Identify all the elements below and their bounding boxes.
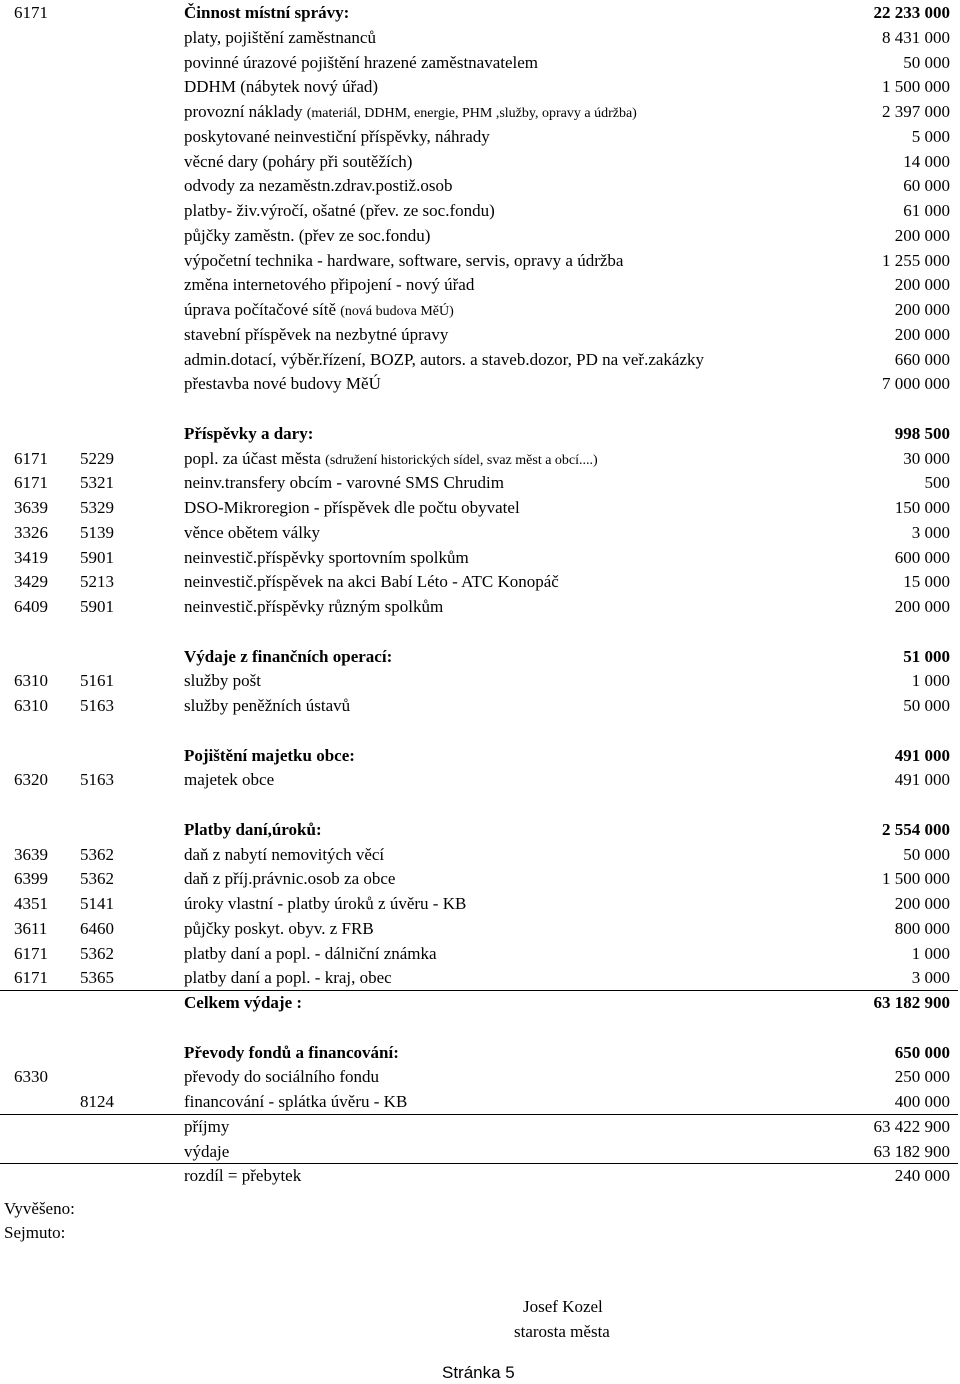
item-amount: 30 000 bbox=[903, 448, 950, 468]
item-amount: 14 000 bbox=[903, 151, 950, 171]
item-description bbox=[184, 447, 598, 474]
item-description bbox=[184, 372, 381, 397]
item-amount: 3 000 bbox=[911, 522, 950, 542]
item-description bbox=[184, 917, 374, 942]
item-description bbox=[184, 1115, 229, 1140]
table-row bbox=[0, 75, 960, 100]
polozka-code: 5161 bbox=[80, 671, 114, 691]
table-row bbox=[0, 843, 960, 868]
item-amount: 1 000 bbox=[911, 671, 950, 691]
polozka-code: 5329 bbox=[80, 498, 114, 517]
polozka-code: 6460 bbox=[80, 918, 114, 938]
description-text: neinv.transfery obcím - varovné SMS Chrudim bbox=[184, 473, 504, 493]
section-header-row bbox=[0, 645, 960, 670]
table-row bbox=[0, 298, 960, 323]
item-amount: 5 000 bbox=[911, 126, 950, 146]
table-row bbox=[0, 867, 960, 892]
table-row bbox=[0, 570, 960, 595]
table-row bbox=[0, 100, 960, 125]
item-amount: 50 000 bbox=[903, 844, 950, 864]
table-row bbox=[0, 1140, 960, 1165]
item-amount: 491 000 bbox=[894, 770, 950, 790]
item-description bbox=[184, 942, 437, 967]
item-description bbox=[184, 1164, 301, 1189]
item-amount: 8 431 000 bbox=[882, 27, 950, 47]
polozka-code: 5229 bbox=[80, 448, 114, 468]
description-text: Celkem výdaje : bbox=[184, 993, 303, 1012]
description-text: přestavba nové budovy MěÚ bbox=[184, 374, 381, 394]
paragraf-code: 6310 bbox=[14, 671, 48, 691]
item-amount: 240 000 bbox=[894, 1166, 950, 1186]
item-description bbox=[184, 199, 495, 224]
polozka-code: 5163 bbox=[80, 770, 114, 790]
item-amount: 200 000 bbox=[894, 300, 950, 319]
description-text: odvody za nezaměstn.zdrav.postiž.osob bbox=[184, 176, 453, 196]
description-text: půjčky poskyt. obyv. z FRB bbox=[184, 918, 374, 938]
paragraf-code: 6310 bbox=[14, 696, 48, 715]
description-text: úroky vlastní - platby úroků z úvěru - KB bbox=[184, 894, 467, 913]
signer-name: Josef Kozel bbox=[523, 1297, 603, 1316]
paragraf-code: 6399 bbox=[14, 869, 48, 889]
description-text: Činnost místní správy: bbox=[184, 3, 350, 22]
item-description bbox=[184, 323, 448, 348]
item-description bbox=[184, 249, 623, 274]
item-description bbox=[184, 471, 504, 496]
item-amount: 800 000 bbox=[894, 918, 950, 938]
item-description bbox=[184, 422, 313, 447]
item-description bbox=[184, 174, 452, 199]
item-amount: 15 000 bbox=[903, 572, 950, 592]
description-text: věnce obětem války bbox=[184, 522, 320, 542]
paragraf-code: 6330 bbox=[14, 1067, 48, 1087]
section-header-row bbox=[0, 422, 960, 447]
table-row bbox=[0, 348, 960, 373]
removed-label: Sejmuto: bbox=[4, 1223, 66, 1242]
item-description bbox=[184, 150, 412, 175]
item-amount: 491 000 bbox=[894, 745, 950, 765]
section-header-row bbox=[0, 1, 960, 26]
paragraf-code: 6171 bbox=[14, 448, 48, 468]
description-text: povinné úrazové pojištění hrazené zaměstnavatelem bbox=[184, 52, 539, 72]
item-description bbox=[184, 1041, 399, 1066]
description-text: Platby daní,úroků: bbox=[184, 819, 322, 839]
paragraf-code: 3639 bbox=[14, 498, 48, 517]
posted-label: Vyvěšeno: bbox=[4, 1199, 75, 1218]
description-text: financování - splátka úvěru - KB bbox=[184, 1092, 408, 1111]
item-amount: 200 000 bbox=[894, 225, 950, 245]
description-text: provozní náklady bbox=[184, 102, 307, 121]
table-row bbox=[0, 1115, 960, 1140]
spacer-row bbox=[0, 620, 960, 645]
spacer-row bbox=[0, 397, 960, 422]
table-row bbox=[0, 942, 960, 967]
description-text: služby peněžních ústavů bbox=[184, 696, 351, 715]
paragraf-code: 6171 bbox=[14, 968, 48, 988]
table-row bbox=[0, 1065, 960, 1090]
item-description bbox=[184, 521, 320, 546]
description-text: Příspěvky a dary: bbox=[184, 423, 314, 443]
item-description bbox=[184, 224, 430, 249]
description-text: platby daní a popl. - kraj, obec bbox=[184, 968, 392, 988]
table-row bbox=[0, 546, 960, 571]
description-text: stavební příspěvek na nezbytné úpravy bbox=[184, 324, 449, 344]
table-row bbox=[0, 669, 960, 694]
item-description bbox=[184, 1140, 229, 1165]
description-text: platy, pojištění zaměstnanců bbox=[184, 27, 376, 47]
paragraf-code: 6320 bbox=[14, 770, 48, 790]
item-amount: 2 554 000 bbox=[882, 819, 950, 839]
table-row bbox=[0, 966, 960, 991]
item-amount: 660 000 bbox=[894, 349, 950, 369]
description-text: neinvestič.příspěvek na akci Babí Léto - ATC Konopáč bbox=[184, 572, 559, 592]
item-amount: 63 182 900 bbox=[873, 993, 950, 1012]
page-number: Stránka 5 bbox=[442, 1363, 515, 1382]
item-amount: 650 000 bbox=[894, 1042, 950, 1062]
table-row bbox=[0, 26, 960, 51]
description-text: daň z příj.právnic.osob za obce bbox=[184, 869, 396, 889]
item-amount: 1 000 bbox=[911, 943, 950, 963]
item-description bbox=[184, 744, 355, 769]
table-row bbox=[0, 892, 960, 917]
item-description bbox=[184, 273, 474, 298]
polozka-code: 5901 bbox=[80, 547, 114, 567]
item-description bbox=[184, 1090, 407, 1115]
description-text: změna internetového připojení - nový úřad bbox=[184, 275, 475, 295]
polozka-code: 5362 bbox=[80, 844, 114, 864]
signer-title: starosta města bbox=[514, 1322, 610, 1341]
description-text: platby- živ.výročí, ošatné (přev. ze soc.fondu) bbox=[184, 201, 495, 220]
item-description bbox=[184, 818, 322, 843]
table-row bbox=[0, 447, 960, 472]
polozka-code: 5141 bbox=[80, 894, 114, 913]
table-row bbox=[0, 496, 960, 521]
table-row bbox=[0, 768, 960, 793]
item-description bbox=[184, 496, 520, 521]
paragraf-code: 6171 bbox=[14, 943, 48, 963]
item-description bbox=[184, 1, 349, 26]
item-description bbox=[184, 595, 443, 620]
item-description bbox=[184, 694, 350, 719]
table-row bbox=[0, 1090, 960, 1115]
polozka-code: 5365 bbox=[80, 968, 114, 988]
paragraf-code: 3419 bbox=[14, 547, 48, 567]
polozka-code: 5213 bbox=[80, 572, 114, 592]
description-text: Výdaje z finančních operací: bbox=[184, 646, 393, 666]
item-description bbox=[184, 892, 466, 917]
paragraf-code: 6409 bbox=[14, 597, 48, 616]
description-text: převody do sociálního fondu bbox=[184, 1067, 379, 1087]
item-amount: 200 000 bbox=[894, 597, 950, 616]
item-description bbox=[184, 348, 704, 373]
item-description bbox=[184, 298, 454, 325]
item-description bbox=[184, 669, 261, 694]
item-amount: 50 000 bbox=[903, 52, 950, 72]
item-amount: 3 000 bbox=[911, 968, 950, 988]
item-amount: 600 000 bbox=[894, 547, 950, 567]
description-text: DSO-Mikroregion - příspěvek dle počtu obyvatel bbox=[184, 498, 520, 517]
description-text: půjčky zaměstn. (přev ze soc.fondu) bbox=[184, 225, 431, 245]
table-row bbox=[0, 694, 960, 719]
item-description bbox=[184, 867, 395, 892]
description-text: výpočetní technika - hardware, software, servis, opravy a údržba bbox=[184, 250, 624, 270]
item-amount: 1 500 000 bbox=[882, 77, 950, 97]
item-description bbox=[184, 26, 376, 51]
item-description bbox=[184, 125, 490, 150]
item-amount: 63 182 900 bbox=[873, 1141, 950, 1161]
table-row bbox=[0, 471, 960, 496]
paragraf-code: 6171 bbox=[14, 473, 48, 493]
description-text: Převody fondů a financování: bbox=[184, 1042, 399, 1062]
table-row bbox=[0, 199, 960, 224]
item-amount: 7 000 000 bbox=[882, 374, 950, 394]
item-description bbox=[184, 645, 392, 670]
item-amount: 63 422 900 bbox=[873, 1116, 950, 1136]
description-text: platby daní a popl. - dálniční známka bbox=[184, 943, 437, 963]
item-amount: 400 000 bbox=[894, 1092, 950, 1111]
table-row bbox=[0, 51, 960, 76]
polozka-code: 5362 bbox=[80, 869, 114, 889]
description-text: DDHM (nábytek nový úřad) bbox=[184, 77, 379, 97]
polozka-code: 8124 bbox=[80, 1092, 114, 1111]
item-description bbox=[184, 991, 302, 1016]
spacer-row bbox=[0, 719, 960, 744]
paragraf-code: 3429 bbox=[14, 572, 48, 592]
description-text: daň z nabytí nemovitých věcí bbox=[184, 844, 385, 864]
description-text: rozdíl = přebytek bbox=[184, 1166, 302, 1186]
table-row bbox=[0, 323, 960, 348]
table-row bbox=[0, 521, 960, 546]
spacer-row bbox=[0, 1016, 960, 1041]
polozka-code: 5362 bbox=[80, 943, 114, 963]
paragraf-code: 3611 bbox=[14, 918, 48, 938]
item-amount: 50 000 bbox=[903, 696, 950, 715]
item-description bbox=[184, 75, 378, 100]
paragraf-code: 4351 bbox=[14, 894, 48, 913]
item-description bbox=[184, 966, 392, 991]
item-description bbox=[184, 51, 538, 76]
item-description bbox=[184, 546, 469, 571]
item-amount: 1 255 000 bbox=[882, 250, 950, 270]
item-description bbox=[184, 1065, 379, 1090]
description-text: (materiál, DDHM, energie, PHM ,služby, opravy a údržba) bbox=[306, 106, 637, 121]
description-text: služby pošt bbox=[184, 671, 261, 691]
polozka-code: 5163 bbox=[80, 696, 114, 715]
paragraf-code: 6171 bbox=[14, 3, 48, 22]
item-amount: 2 397 000 bbox=[882, 102, 950, 121]
item-amount: 22 233 000 bbox=[873, 3, 950, 22]
description-text: neinvestič.příspěvky sportovním spolkům bbox=[184, 547, 469, 567]
item-amount: 500 bbox=[924, 473, 950, 493]
description-text: věcné dary (poháry při soutěžích) bbox=[184, 151, 413, 171]
item-amount: 200 000 bbox=[894, 275, 950, 295]
description-text: úprava počítačové sítě bbox=[184, 300, 341, 319]
item-description bbox=[184, 843, 384, 868]
description-text: majetek obce bbox=[184, 770, 275, 790]
spacer-row bbox=[0, 793, 960, 818]
table-row bbox=[0, 249, 960, 274]
table-row bbox=[0, 224, 960, 249]
description-text: admin.dotací, výběr.řízení, BOZP, autors. a staveb.dozor, PD na veř.zakázky bbox=[184, 349, 705, 369]
table-row bbox=[0, 1164, 960, 1189]
description-text: (sdružení historických sídel, svaz měst a obcí....) bbox=[325, 452, 598, 468]
description-text: příjmy bbox=[184, 1116, 230, 1136]
section-header-row bbox=[0, 744, 960, 769]
description-text: (nová budova MěÚ) bbox=[340, 304, 454, 319]
polozka-code: 5901 bbox=[80, 597, 114, 616]
item-description bbox=[184, 570, 559, 595]
table-row bbox=[0, 150, 960, 175]
description-text: popl. za účast města bbox=[184, 448, 326, 468]
description-text: výdaje bbox=[184, 1141, 230, 1161]
table-row bbox=[0, 174, 960, 199]
item-amount: 51 000 bbox=[903, 646, 950, 666]
paragraf-code: 3639 bbox=[14, 844, 48, 864]
item-amount: 250 000 bbox=[894, 1067, 950, 1087]
polozka-code: 5321 bbox=[80, 473, 114, 493]
item-amount: 998 500 bbox=[894, 423, 950, 443]
table-row bbox=[0, 595, 960, 620]
table-row bbox=[0, 273, 960, 298]
description-text: neinvestič.příspěvky různým spolkům bbox=[184, 597, 444, 616]
item-amount: 1 500 000 bbox=[882, 869, 950, 889]
description-text: poskytované neinvestiční příspěvky, náhrady bbox=[184, 126, 490, 146]
section-header-row bbox=[0, 991, 960, 1016]
item-amount: 150 000 bbox=[894, 498, 950, 517]
description-text: Pojištění majetku obce: bbox=[184, 745, 355, 765]
section-header-row bbox=[0, 818, 960, 843]
section-header-row bbox=[0, 1041, 960, 1066]
item-description bbox=[184, 100, 637, 127]
paragraf-code: 3326 bbox=[14, 522, 48, 542]
table-row bbox=[0, 372, 960, 397]
item-amount: 60 000 bbox=[903, 176, 950, 196]
item-amount: 61 000 bbox=[903, 201, 950, 220]
polozka-code: 5139 bbox=[80, 522, 114, 542]
table-row bbox=[0, 917, 960, 942]
item-description bbox=[184, 768, 274, 793]
table-row bbox=[0, 125, 960, 150]
item-amount: 200 000 bbox=[894, 324, 950, 344]
item-amount: 200 000 bbox=[894, 894, 950, 913]
